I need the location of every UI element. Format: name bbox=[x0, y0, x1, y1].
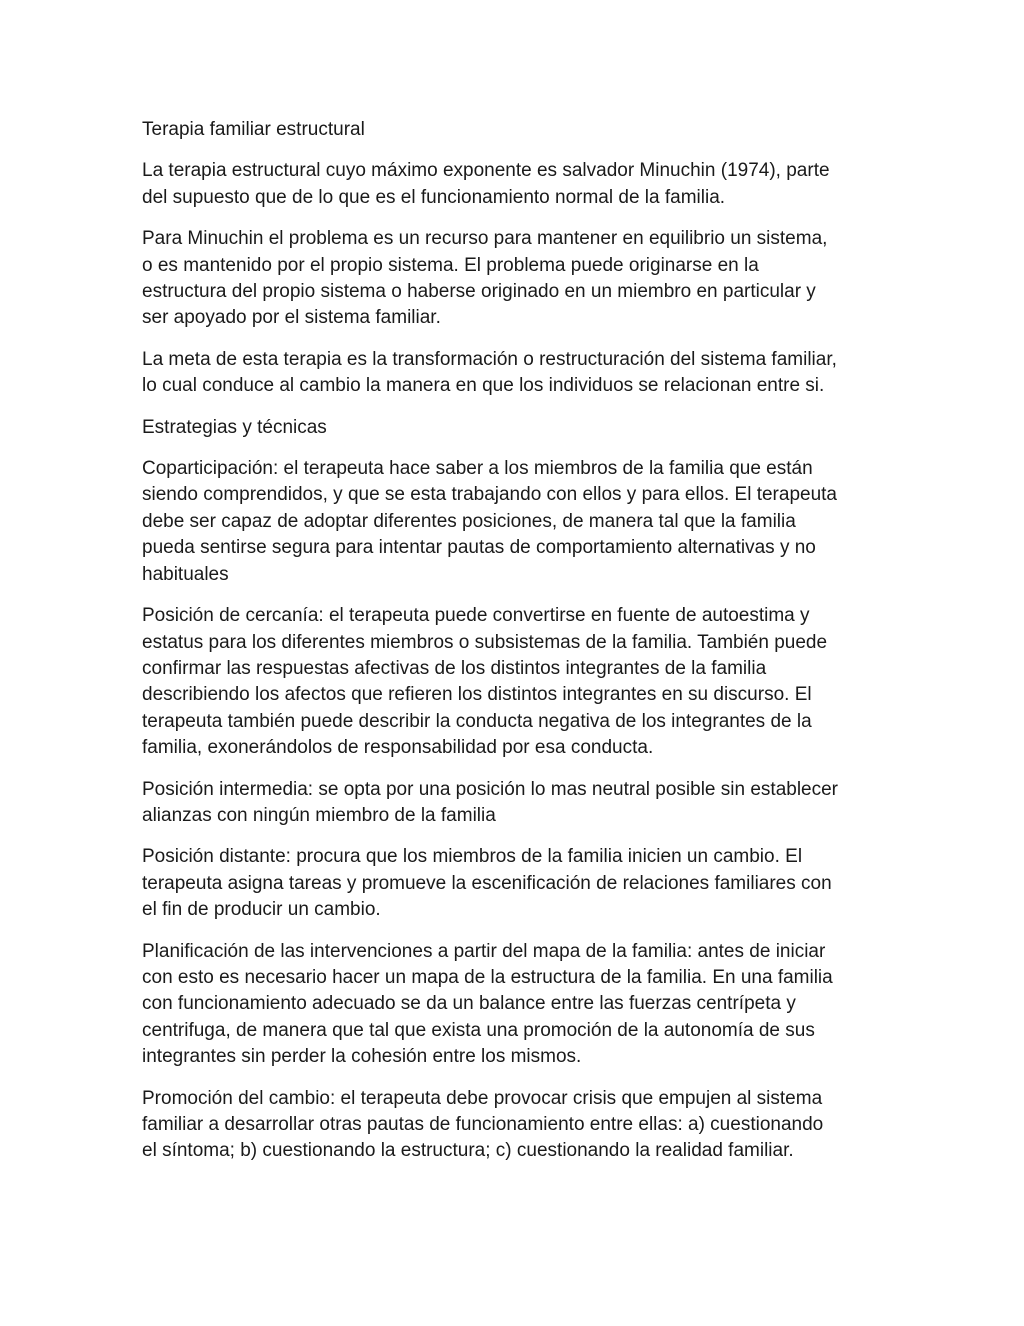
paragraph-intervention-planning: Planificación de las intervenciones a partir del mapa de la familia: antes de iniciar con esto es necesario hacer un mapa de la estructura de la familia. En una familia con funcionamiento adecuado se da un balance entre las fuerzas centrípeta y centrifuga, de manera que tal que exista una promoción de la autonomía de sus integrantes sin perder la cohesión entre los mismos. bbox=[142, 940, 833, 1068]
paragraph-coparticipation: Coparticipación: el terapeuta hace saber a los miembros de la familia que están siendo comprendidos, y que se esta trabajando con ellos y para ellos. El terapeuta debe ser capaz de adoptar diferentes posiciones, de manera tal que la familia pueda sentirse segura para intentar pautas de comportamiento alternativas y no habituales bbox=[142, 458, 837, 585]
section-heading-strategies: Estrategias y técnicas bbox=[142, 416, 327, 438]
paragraph-change-promotion: Promoción del cambio: el terapeuta debe provocar crisis que empujen al sistema familiar a desarrollar otras pautas de funcionamiento entre ellas: a) cuestionando el síntoma; b) cuestionando la estructura; c) cuestionando la realidad familiar. bbox=[142, 1087, 824, 1162]
paragraph-distant-position: Posición distante: procura que los miembros de la familia inicien un cambio. El terapeuta asigna tareas y promueve la escenificación de relaciones familiares con el fin de producir un cambio. bbox=[142, 846, 832, 921]
paragraph-intermediate-position: Posición intermedia: se opta por una posición lo mas neutral posible sin establecer alianzas con ningún miembro de la familia bbox=[142, 778, 839, 826]
paragraph-definition: La terapia estructural cuyo máximo exponente es salvador Minuchin (1974), parte del supuesto que de lo que es el funcionamiento normal de la familia. bbox=[142, 160, 830, 208]
document-body bbox=[142, 117, 887, 1180]
document-title: Terapia familiar estructural bbox=[142, 119, 365, 140]
paragraph-problem: Para Minuchin el problema es un recurso para mantener en equilibrio un sistema, o es mantenido por el propio sistema. El problema puede originarse en la estructura del propio sistema o haberse originado en un miembro en particular y ser apoyado por el sistema familiar. bbox=[142, 228, 828, 329]
paragraph-close-position: Posición de cercanía: el terapeuta puede convertirse en fuente de autoestima y estatus para los diferentes miembros o subsistemas de la familia. También puede confirmar las respuestas afectivas de los distintos integrantes de la familia describiendo los afectos que refieren los distintos integrantes en su discurso. El terapeuta también puede describir la conducta negativa de los integrantes de la familia, exonerándolos de responsabilidad por esa conducta. bbox=[142, 605, 828, 759]
paragraph-goal: La meta de esta terapia es la transformación o restructuración del sistema familiar, lo cual conduce al cambio la manera en que los individuos se relacionan entre si. bbox=[142, 348, 837, 397]
